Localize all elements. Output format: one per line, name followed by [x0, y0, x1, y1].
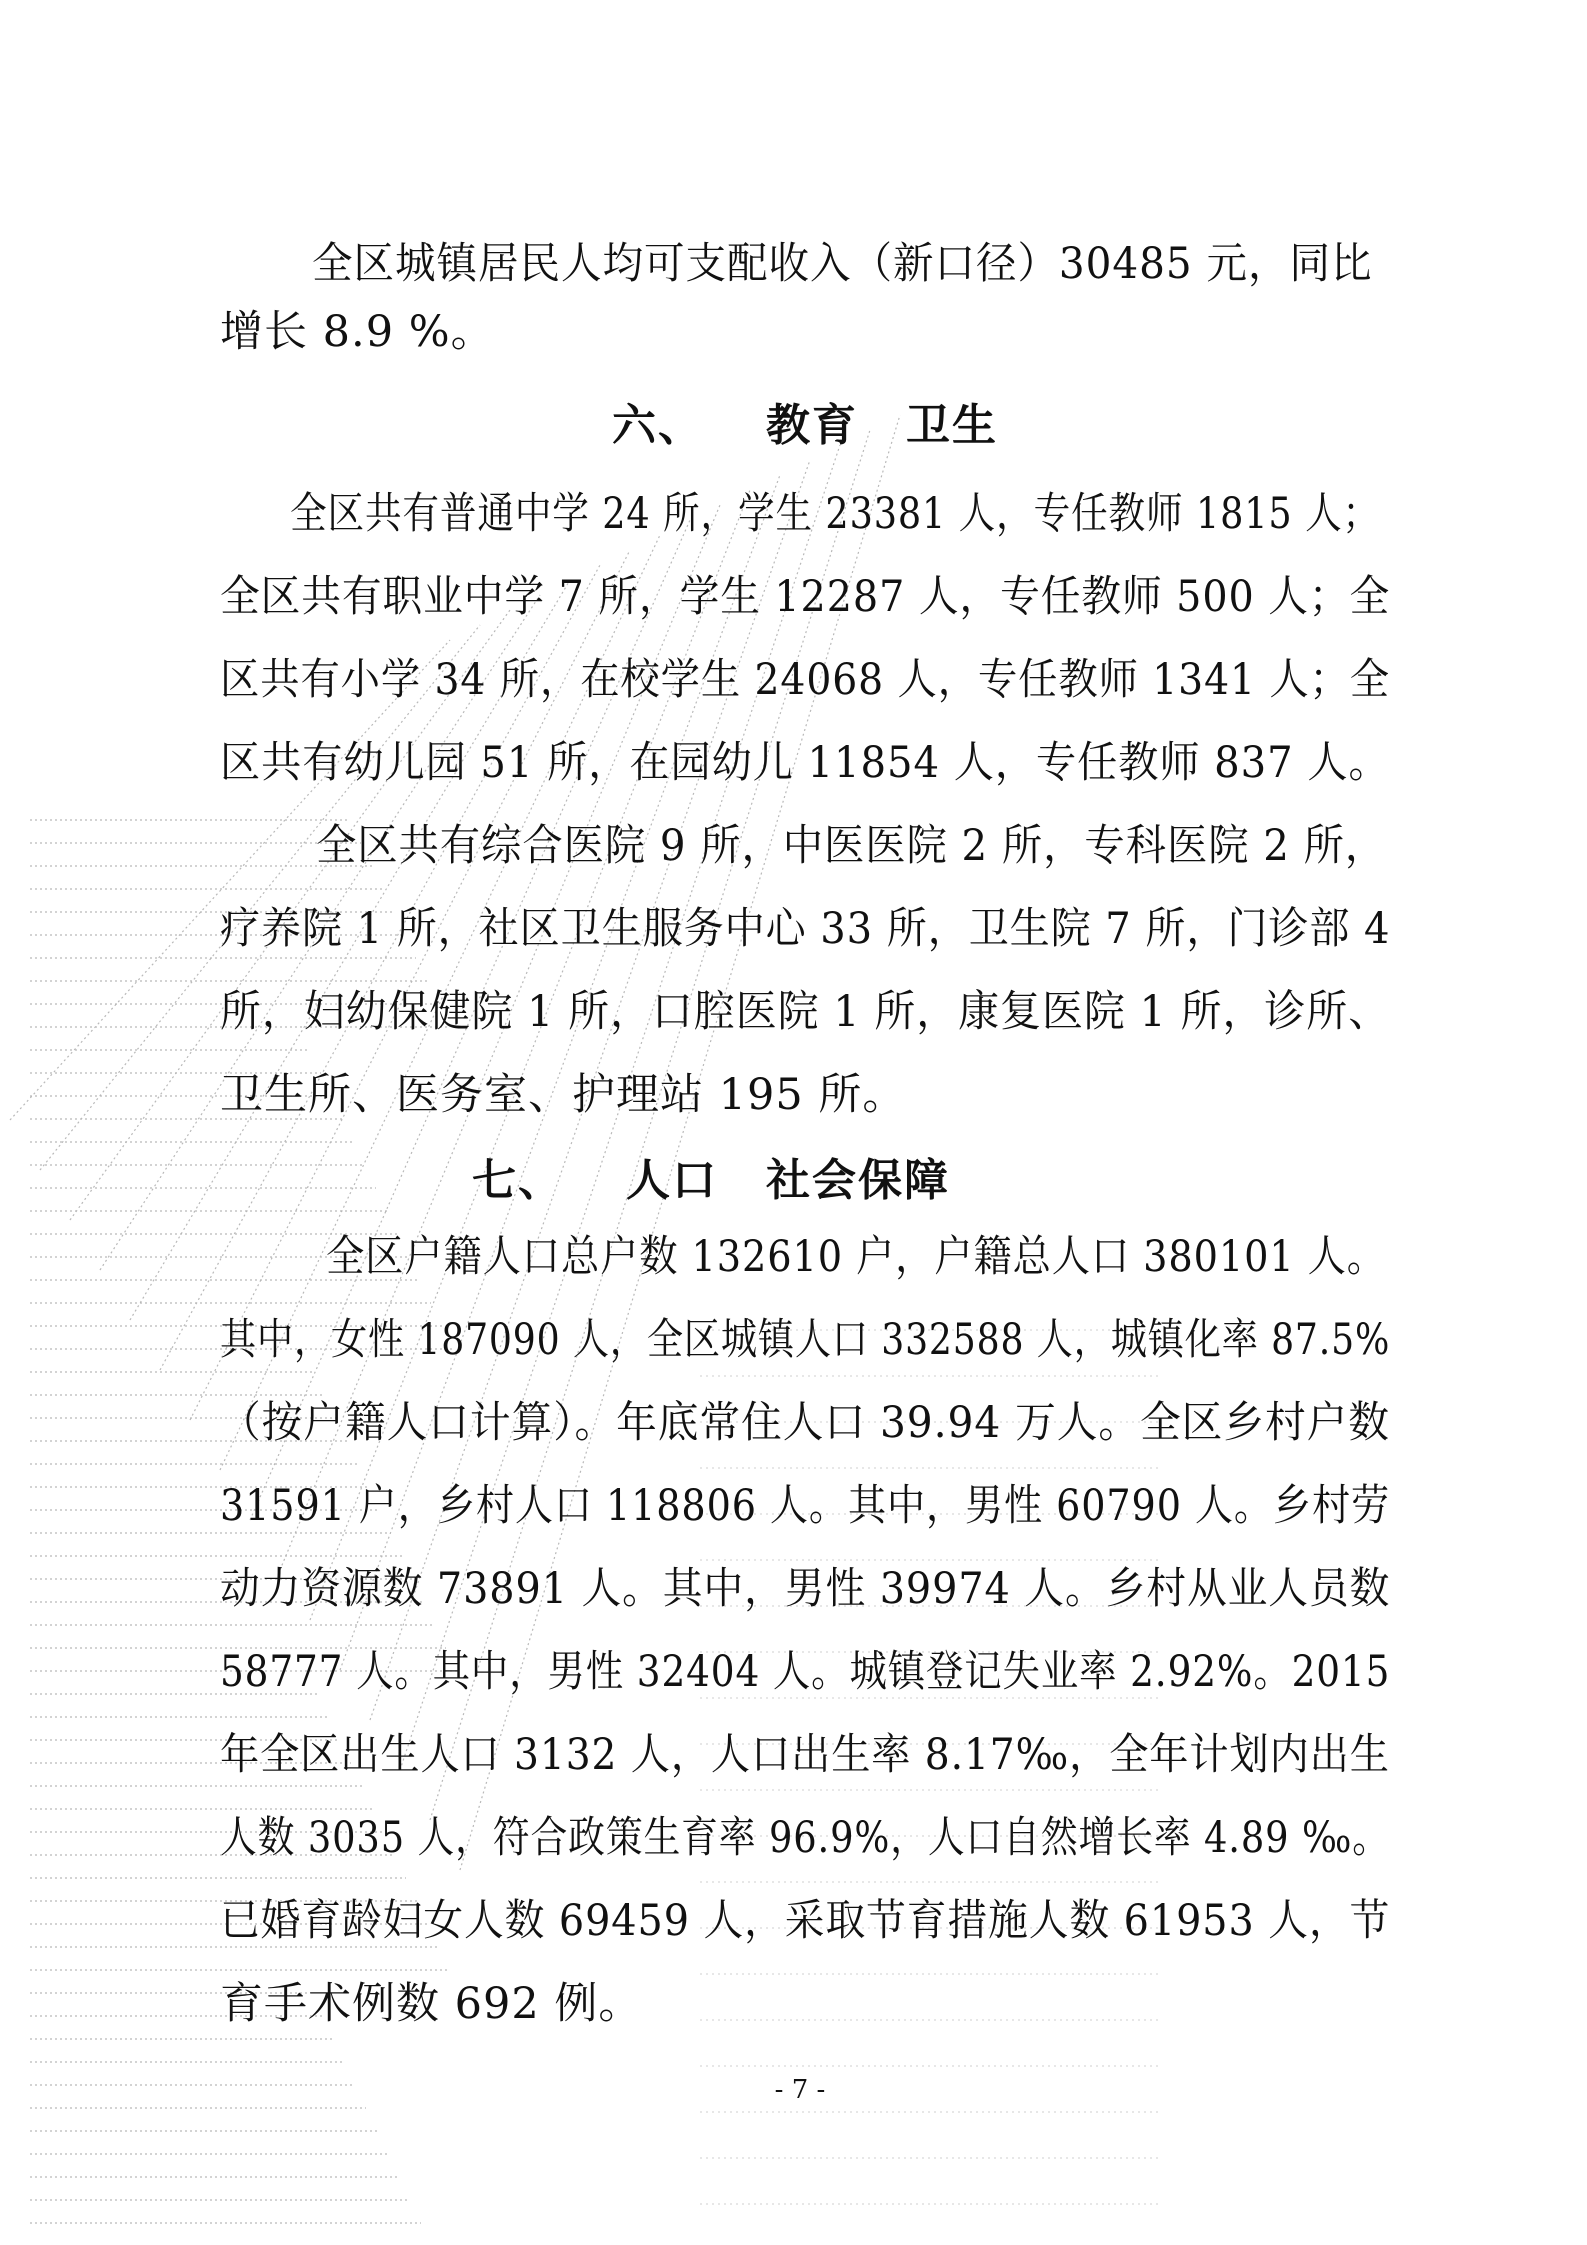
education-line-2: 全区共有职业中学 7 所，学生 12287 人，专任教师 500 人；全 — [220, 572, 1391, 622]
education-line-1: 全区共有普通中学 24 所，学生 23381 人，专任教师 1815 人； — [290, 489, 1381, 539]
section-title-part: 卫生 — [906, 400, 998, 451]
population-line-7: 年全区出生人口 3132 人，人口出生率 8.17‰，全年计划内出生 — [220, 1730, 1390, 1780]
health-line-1: 全区共有综合医院 9 所，中医医院 2 所，专科医院 2 所， — [316, 821, 1387, 871]
dotted-diagonal-line — [10, 640, 450, 1120]
health-line-2: 疗养院 1 所，社区卫生服务中心 33 所，卫生院 7 所，门诊部 4 — [220, 904, 1391, 954]
section-heading-population-social-security — [472, 1155, 950, 1207]
section-number: 七、 — [472, 1155, 564, 1206]
health-line-3: 所，妇幼保健院 1 所，口腔医院 1 所，康复医院 1 所，诊所、 — [220, 987, 1391, 1037]
income-line-1: 全区城镇居民人均可支配收入（新口径）30485 元，同比 — [312, 239, 1373, 289]
population-line-6: 58777 人。其中，男性 32404 人。城镇登记失业率 2.92%。2015 — [220, 1647, 1391, 1697]
population-line-2: 其中，女性 187090 人，全区城镇人口 332588 人，城镇化率 87.5% — [220, 1315, 1391, 1365]
page-number: - 7 - — [774, 2075, 826, 2105]
population-line-8: 人数 3035 人，符合政策生育率 96.9%，人口自然增长率 4.89 ‰。 — [220, 1813, 1390, 1863]
education-line-3: 区共有小学 34 所，在校学生 24068 人，专任教师 1341 人；全 — [220, 655, 1391, 705]
population-line-5: 动力资源数 73891 人。其中，男性 39974 人。乡村从业人员数 — [220, 1564, 1391, 1614]
population-line-10: 育手术例数 692 例。 — [220, 1979, 643, 2029]
section-heading-education-health — [612, 400, 998, 452]
population-line-1: 全区户籍人口总户数 132610 户，户籍总人口 380101 人。 — [326, 1232, 1386, 1282]
population-line-3: （按户籍人口计算）。年底常住人口 39.94 万人。全区乡村户数 — [220, 1398, 1390, 1448]
section-title-part: 人口 — [626, 1155, 718, 1206]
health-line-4: 卫生所、医务室、护理站 195 所。 — [220, 1070, 907, 1120]
section-title-part: 社会保障 — [766, 1155, 950, 1206]
population-line-4: 31591 户，乡村人口 118806 人。其中，男性 60790 人。乡村劳 — [220, 1481, 1391, 1531]
section-number: 六、 — [612, 400, 704, 451]
section-title-part: 教育 — [766, 400, 858, 451]
income-line-2: 增长 8.9 %。 — [220, 307, 495, 357]
population-line-9: 已婚育龄妇女人数 69459 人，采取节育措施人数 61953 人，节 — [220, 1896, 1391, 1946]
education-line-4: 区共有幼儿园 51 所，在园幼儿 11854 人，专任教师 837 人。 — [220, 738, 1390, 788]
